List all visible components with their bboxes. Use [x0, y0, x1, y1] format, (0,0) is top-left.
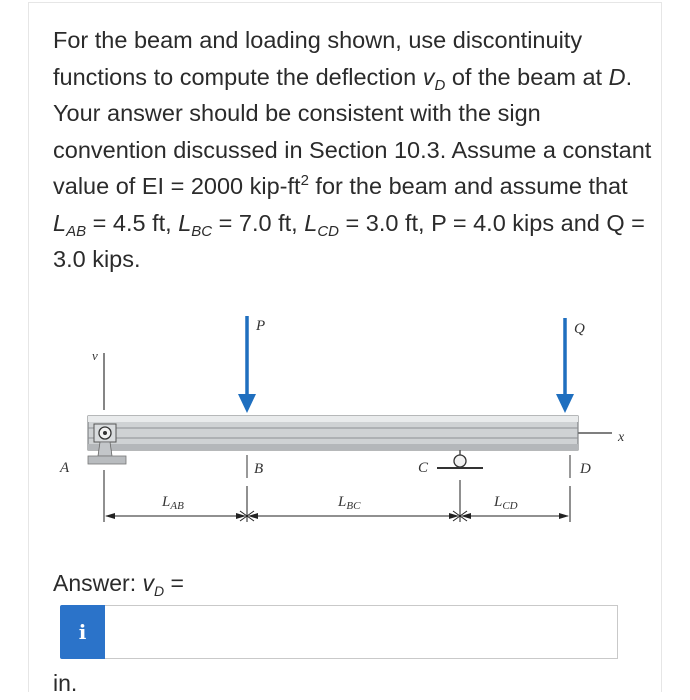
problem-statement: For the beam and loading shown, use discontinuity functions to compute the deflection $v_D$ of the beam at D. Your answer should be consistent with the sign convention discussed in Section 10.3. Assume a constant value of EI = 2000 kip-$ft^2$ for the beam and assume that $L_{AB} = 4.5$ ft, $L_{BC} = 7.0$ ft, $L_{CD} = 3.0$ ft, P = 4.0 kips and Q = 3.0 kips. — [53, 27, 652, 272]
x-axis-label: x — [618, 430, 625, 445]
label-D: D — [580, 461, 591, 477]
v-axis-label: v — [92, 348, 98, 363]
label-A: A — [60, 460, 70, 476]
dim-label-LCD: $L_{CD}$ — [494, 494, 518, 512]
label-Q: Q — [574, 321, 585, 337]
answer-row — [60, 605, 618, 659]
dim-label-LAB: $L_{AB}$ — [162, 494, 184, 512]
dim-label-LBC: $L_{BC}$ — [338, 494, 361, 512]
answer-input[interactable] — [105, 605, 618, 659]
label-C: C — [418, 460, 429, 476]
beam — [88, 416, 578, 450]
label-P: P — [256, 318, 266, 334]
label-B: B — [254, 461, 264, 477]
answer-unit: in. — [53, 670, 78, 696]
answer-label: Answer: $v_D$ = — [53, 570, 184, 599]
roller-support-C — [437, 450, 483, 468]
load-P-arrow — [238, 316, 256, 413]
info-icon[interactable]: i — [60, 605, 105, 659]
load-Q-arrow — [556, 318, 574, 413]
